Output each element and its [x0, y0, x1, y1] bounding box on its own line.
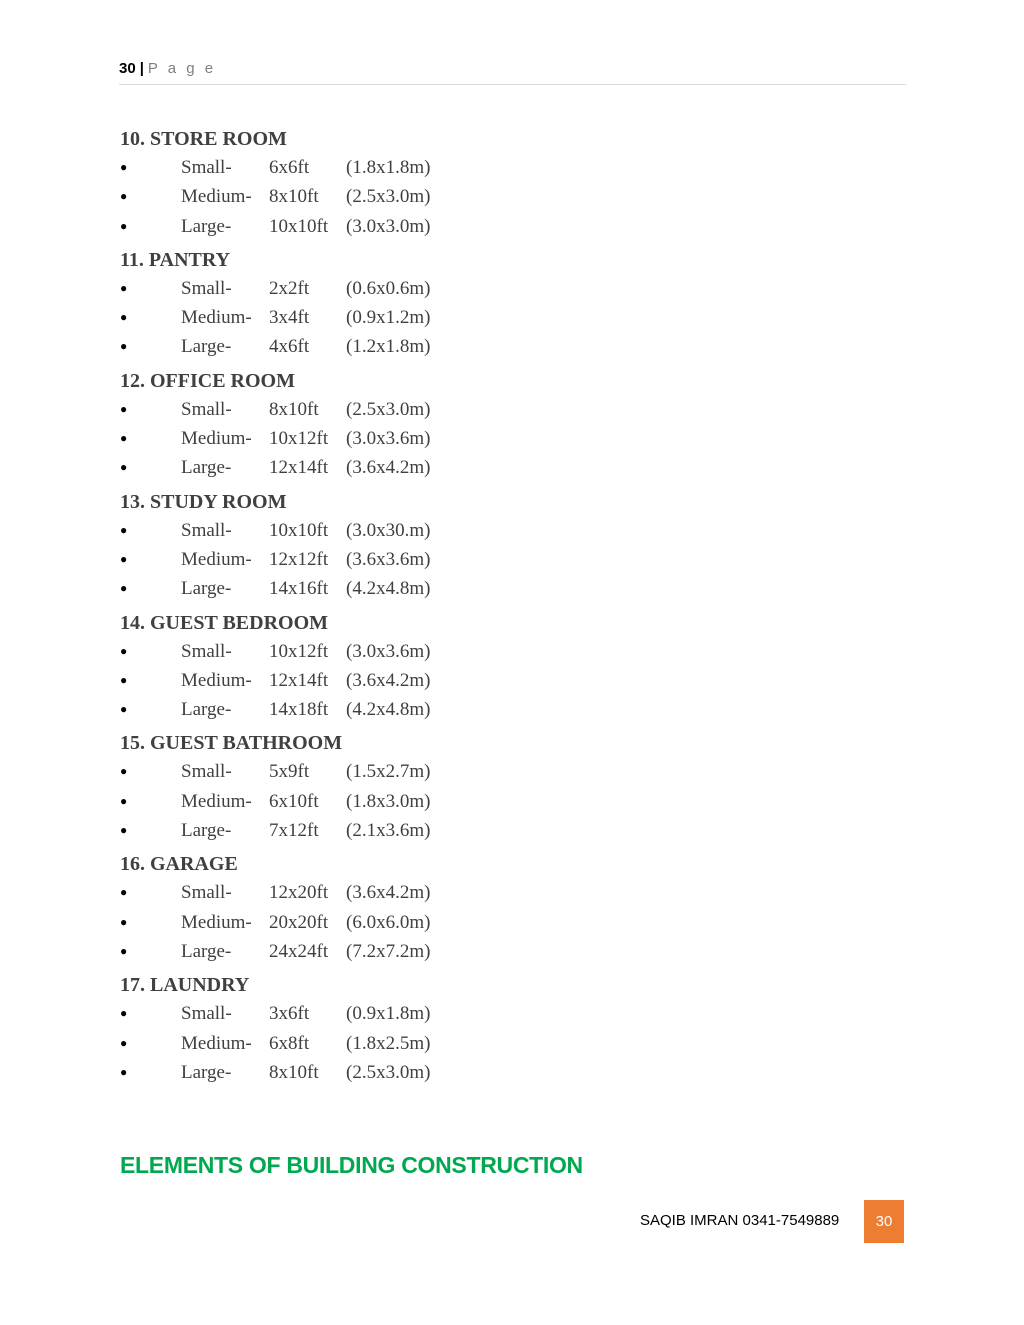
list-item [120, 516, 820, 545]
section-heading: ELEMENTS OF BUILDING CONSTRUCTION [120, 1152, 583, 1178]
size-meters: (1.8x1.8m) [346, 157, 431, 178]
room-section [120, 730, 820, 845]
list-item [120, 332, 820, 361]
size-feet: 10x10ft [269, 519, 329, 541]
size-label: Small- [181, 1003, 232, 1025]
size-label: Large- [181, 336, 232, 358]
size-meters: (2.5x3.0m) [346, 1061, 431, 1083]
bullet-icon: ● [120, 764, 128, 779]
size-meters: (1.5x2.7m) [346, 761, 431, 783]
room-section [120, 972, 820, 1087]
list-item [120, 999, 820, 1028]
size-feet: 3x4ft [269, 307, 310, 329]
size-meters: (4.2x4.8m) [346, 578, 431, 600]
size-label: Medium- [181, 790, 252, 812]
bullet-icon: ● [120, 823, 128, 838]
room-section [120, 247, 820, 362]
size-meters: (3.6x4.2m) [346, 669, 431, 691]
size-label: Medium- [181, 911, 252, 933]
size-label: Medium- [181, 548, 252, 570]
bullet-icon: ● [120, 943, 128, 958]
list-item [120, 303, 820, 332]
size-feet: 12x20ft [269, 882, 329, 904]
size-feet: 12x14ft [269, 457, 329, 479]
bullet-icon: ● [120, 189, 128, 204]
size-label: Large- [181, 699, 232, 721]
size-meters: (1.8x3.0m) [346, 790, 431, 812]
size-feet: 6x6ft [269, 157, 310, 178]
room-section [120, 368, 820, 483]
size-label: Small- [181, 640, 232, 662]
size-meters: (3.6x4.2m) [346, 457, 431, 479]
footer-page-badge: 30 [864, 1200, 904, 1243]
size-meters: (3.0x30.m) [346, 519, 431, 541]
bullet-icon: ● [120, 522, 128, 537]
size-label: Medium- [181, 669, 252, 691]
size-meters: (2.5x3.0m) [346, 186, 431, 208]
size-feet: 5x9ft [269, 761, 310, 783]
size-meters: (0.9x1.2m) [346, 307, 431, 329]
size-feet: 4x6ft [269, 336, 310, 358]
header-page-word: P a g e [147, 60, 217, 77]
room-section [120, 126, 820, 241]
footer-author: SAQIB IMRAN 0341-7549889 [640, 1212, 840, 1229]
list-item [120, 787, 820, 816]
bullet-icon: ● [120, 581, 128, 596]
size-label: Small- [181, 277, 232, 299]
size-feet: 10x10ft [269, 215, 329, 237]
room-section [120, 489, 820, 604]
list-item [120, 937, 820, 966]
size-label: Medium- [181, 1032, 252, 1054]
size-feet: 8x10ft [269, 186, 319, 208]
bullet-icon: ● [120, 401, 128, 416]
room-section [120, 610, 820, 725]
list-item [120, 424, 820, 453]
size-meters: (0.9x1.8m) [346, 1003, 431, 1025]
size-feet: 7x12ft [269, 820, 319, 842]
bullet-icon: ● [120, 793, 128, 808]
size-meters: (2.1x3.6m) [346, 820, 431, 842]
size-feet: 14x18ft [269, 699, 329, 721]
list-item [120, 574, 820, 603]
list-item [120, 666, 820, 695]
section-title: 14. GUEST BEDROOM [120, 611, 328, 634]
list-item [120, 212, 820, 241]
bullet-icon: ● [120, 280, 128, 295]
list-item [120, 816, 820, 845]
bullet-icon: ● [120, 914, 128, 929]
section-title: 12. OFFICE ROOM [120, 369, 295, 392]
list-item [120, 182, 820, 211]
bullet-icon: ● [120, 460, 128, 475]
section-title: 11. PANTRY [120, 248, 231, 271]
size-label: Large- [181, 578, 232, 600]
size-meters: (3.0x3.0m) [346, 215, 431, 237]
bullet-icon: ● [120, 1006, 128, 1021]
bullet-icon: ● [120, 672, 128, 687]
section-title: 13. STUDY ROOM [120, 490, 287, 513]
size-label: Medium- [181, 186, 252, 208]
size-feet: 10x12ft [269, 428, 329, 450]
bullet-icon: ● [120, 885, 128, 900]
size-feet: 14x16ft [269, 578, 329, 600]
size-feet: 3x6ft [269, 1003, 310, 1025]
size-label: Small- [181, 519, 232, 541]
size-feet: 20x20ft [269, 911, 329, 933]
size-feet: 8x10ft [269, 398, 319, 420]
size-meters: (3.6x3.6m) [346, 548, 431, 570]
bullet-icon: ● [120, 1064, 128, 1079]
section-title: 15. GUEST BATHROOM [120, 732, 343, 755]
size-feet: 10x12ft [269, 640, 329, 662]
size-label: Small- [181, 157, 232, 178]
bullet-icon: ● [120, 218, 128, 233]
size-label: Small- [181, 761, 232, 783]
room-size-list [120, 126, 820, 1093]
page-header [119, 60, 906, 85]
size-meters: (0.6x0.6m) [346, 277, 431, 299]
header-separator: | [139, 60, 144, 77]
list-item [120, 695, 820, 724]
section-title: 17. LAUNDRY [120, 974, 250, 997]
size-meters: (3.0x3.6m) [346, 428, 431, 450]
list-item [120, 1058, 820, 1087]
bullet-icon: ● [120, 431, 128, 446]
header-page-number: 30 [119, 60, 136, 77]
list-item [120, 395, 820, 424]
size-label: Large- [181, 215, 232, 237]
size-meters: (7.2x7.2m) [346, 940, 431, 962]
bullet-icon: ● [120, 339, 128, 354]
bullet-icon: ● [120, 160, 128, 174]
size-label: Large- [181, 820, 232, 842]
section-title: 16. GARAGE [120, 853, 238, 876]
list-item [120, 453, 820, 482]
size-feet: 8x10ft [269, 1061, 319, 1083]
size-meters: (4.2x4.8m) [346, 699, 431, 721]
size-meters: (3.0x3.6m) [346, 640, 431, 662]
bullet-icon: ● [120, 702, 128, 717]
size-feet: 2x2ft [269, 277, 310, 299]
size-feet: 12x12ft [269, 548, 329, 570]
size-label: Small- [181, 398, 232, 420]
size-feet: 6x8ft [269, 1032, 310, 1054]
size-meters: (2.5x3.0m) [346, 398, 431, 420]
size-label: Large- [181, 1061, 232, 1083]
size-meters: (6.0x6.0m) [346, 911, 431, 933]
size-label: Small- [181, 882, 232, 904]
size-feet: 6x10ft [269, 790, 319, 812]
list-item [120, 274, 820, 303]
size-feet: 24x24ft [269, 940, 329, 962]
size-feet: 12x14ft [269, 669, 329, 691]
room-section [120, 851, 820, 966]
bullet-icon: ● [120, 310, 128, 325]
section-title: 10. STORE ROOM [120, 128, 287, 150]
size-label: Medium- [181, 307, 252, 329]
size-meters: (1.2x1.8m) [346, 336, 431, 358]
list-item [120, 878, 820, 907]
list-item [120, 153, 820, 182]
size-meters: (3.6x4.2m) [346, 882, 431, 904]
size-label: Large- [181, 940, 232, 962]
list-item [120, 1029, 820, 1058]
list-item [120, 757, 820, 786]
list-item [120, 637, 820, 666]
list-item [120, 545, 820, 574]
size-label: Large- [181, 457, 232, 479]
size-meters: (1.8x2.5m) [346, 1032, 431, 1054]
bullet-icon: ● [120, 643, 128, 658]
list-item [120, 908, 820, 937]
bullet-icon: ● [120, 551, 128, 566]
size-label: Medium- [181, 428, 252, 450]
bullet-icon: ● [120, 1035, 128, 1050]
